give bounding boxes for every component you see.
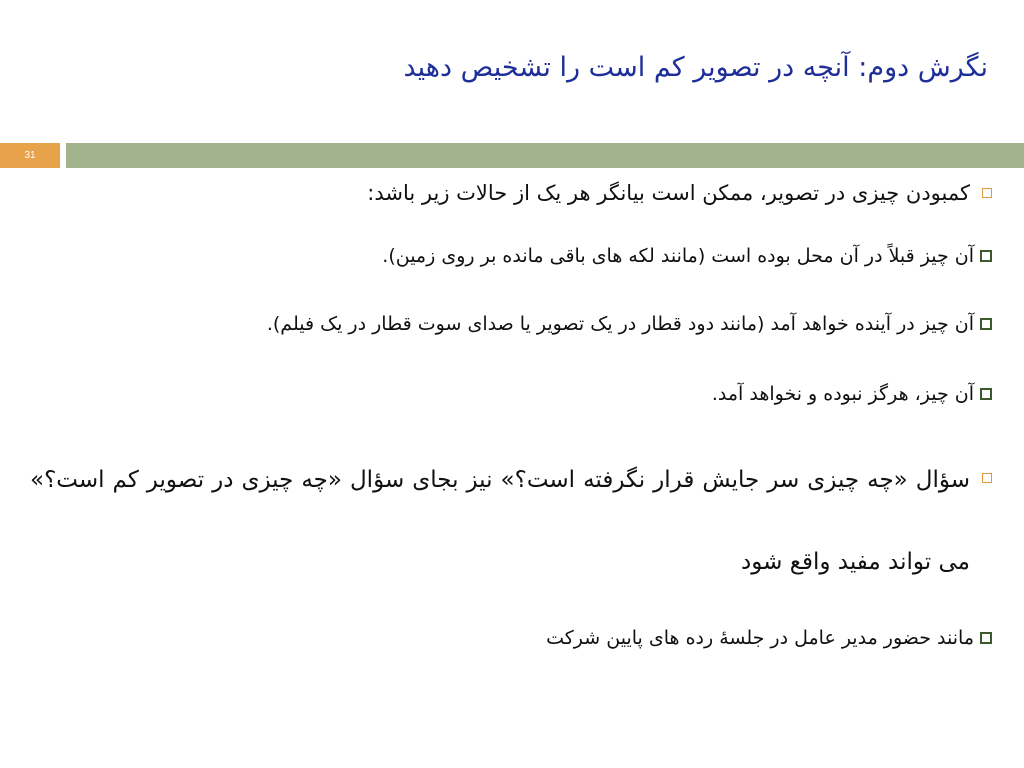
sub-bullet-text: آن چیز قبلاً در آن محل بوده است (مانند لکه های باقی مانده بر روی زمین). [382,245,974,267]
bullet-text: کمبودن چیزی در تصویر، ممکن است بیانگر هر یک از حالات زیر باشد: [367,181,970,205]
sub-bullet-text: آن چیز، هرگز نبوده و نخواهد آمد. [711,383,974,405]
square-bullet-icon [980,388,992,400]
bullet-text: سؤال «چه چیزی سر جایش قرار نگرفته است؟» نیز بجای سؤال «چه چیزی در تصویر کم است؟» می تواند مفید واقع شود [30,467,970,575]
square-bullet-icon [980,250,992,262]
sub-bullet-item [30,359,992,429]
sub-bullet-item [30,289,992,359]
square-bullet-icon [980,318,992,330]
slide-content [30,172,992,673]
sub-bullet-item [30,233,992,279]
sub-bullet-text: مانند حضور مدیر عامل در جلسهٔ رده های پایین شرکت [546,627,974,649]
square-bullet-icon [980,632,992,644]
title-divider-bar [66,143,1024,168]
slide-number: 31 [0,143,60,168]
slide-title: نگرش دوم: آنچه در تصویر کم است را تشخیص دهید [403,52,988,83]
bullet-item [30,439,992,603]
hollow-square-bullet-icon [982,473,992,483]
sub-bullet-item [30,603,992,673]
sub-bullet-text: آن چیز در آینده خواهد آمد (مانند دود قطار در یک تصویر یا صدای سوت قطار در یک فیلم). [266,313,974,335]
bullet-item [30,172,992,215]
hollow-square-bullet-icon [982,188,992,198]
